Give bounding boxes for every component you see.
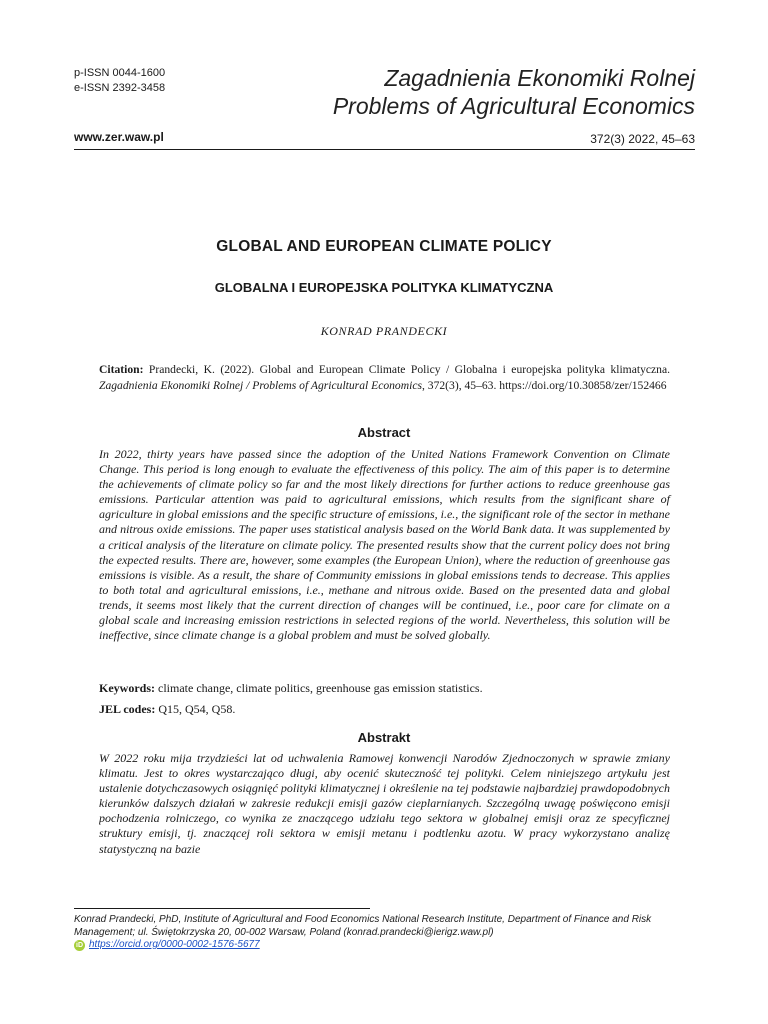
citation-journal: Zagadnienia Ekonomiki Rolnej / Problems of Agricultural Economics [99, 378, 422, 392]
keywords-label: Keywords: [99, 681, 155, 695]
jel-label: JEL codes: [99, 702, 156, 716]
footnote-divider [74, 908, 370, 909]
jel-text: Q15, Q54, Q58. [155, 702, 236, 716]
abstract-heading: Abstract [357, 425, 411, 440]
orcid-icon: iD [76, 941, 83, 949]
author-affiliation: Konrad Prandecki, PhD, Institute of Agricultural and Food Economics National Research Institute, Department of Finance and Risk Management; ul. Świętokrzyska 20, 00-002 Warsaw, Poland (konrad.prandecki@ierigz.waw.pl) [74, 914, 652, 938]
abstrakt-heading: Abstrakt [357, 730, 411, 745]
article-title-pl: GLOBALNA I EUROPEJSKA POLITYKA KLIMATYCZNA [214, 280, 554, 295]
abstrakt-text: W 2022 roku mija trzydzieści lat od uchwalenia Ramowej konwencji Narodów Zjednoczonych w sprawie zmiany klimatu. Jest to okres wystarczająco długi, aby ocenić skuteczność tej polityki. Celem niniejszego artykułu jest ustalenie dotychczasowych osiągnięć polityki klimatycznej i określenie na tej podstawie najbardziej prawdopodobnych kierunków dalszych działań w zakresie redukcji emisji gazów cieplarnianych. Szczególną uwagę poświęcono emisji pochodzenia rolniczego, co wynika ze znaczącego udziału tego sektora w globalnej emisji oraz ze specyficznej struktury emisji, tj. znaczącej roli sektora w emisji metanu i podtlenku azotu. W pracy wykorzystano analizę statystyczną na bazie [99, 751, 670, 856]
journal-title [333, 64, 695, 120]
e-issn: e-ISSN 2392-3458 [74, 82, 166, 94]
journal-website[interactable]: www.zer.waw.pl [74, 130, 164, 144]
citation-doi[interactable]: , 372(3), 45–63. https://doi.org/10.30858/zer/152466 [421, 378, 667, 392]
header-divider [74, 149, 695, 150]
journal-title-pl: Zagadnienia Ekonomiki Rolnej [384, 65, 695, 91]
citation-label: Citation: [99, 363, 144, 376]
orcid-row [74, 939, 260, 951]
jel-codes [99, 702, 670, 717]
abstract-text: In 2022, thirty years have passed since the adoption of the United Nations Framework Convention on Climate Change. This period is long enough to evaluate the effectiveness of this policy. The aim of this paper is to determine the achievements of climate policy so far and the most likely directions for further actions to reduce greenhouse gas emissions. Particular attention was paid to agricultural emissions, which results from the significant share of agriculture in global emissions and the specific structure of emissions, i.e., the significant role of the sector in methane and nitrous oxide emissions. The paper uses statistical analysis based on the World Bank data. It was supplemented by a critical analysis of the literature on climate policy. The presented results show that the current policy does not bring the expected results. There are, however, some examples (the European Union), where the reduction of greenhouse gas emissions is visible. As a result, the share of Community emissions in global emissions tends to decrease. This applies to both total and agricultural emissions, i.e., methane and nitrous oxide. Based on the presented data and global trends, it seems most likely that the current direction of changes will be continued, i.e., poor care for climate on a global scale and increasing emission restrictions in selected regions of the world. Nevertheless, this solution will be ineffective, since climate change is a global problem and must be solved globally. [99, 447, 670, 643]
article-title: GLOBAL AND EUROPEAN CLIMATE POLICY [216, 238, 552, 255]
keywords [99, 681, 670, 696]
p-issn: p-ISSN 0044-1600 [74, 67, 166, 79]
author-name: KONRAD PRANDECKI [320, 324, 448, 338]
keywords-text: climate change, climate politics, greenhouse gas emission statistics. [155, 681, 483, 695]
citation-text: Prandecki, K. (2022). Global and European Climate Policy / Globalna i europejska polityka klimatyczna. [148, 363, 670, 376]
orcid-link[interactable]: https://orcid.org/0000-0002-1576-5677 [89, 939, 260, 950]
volume-pages: 372(3) 2022, 45–63 [590, 132, 695, 146]
issn-block [74, 66, 165, 96]
citation [99, 362, 670, 393]
journal-title-en: Problems of Agricultural Economics [332, 93, 695, 119]
